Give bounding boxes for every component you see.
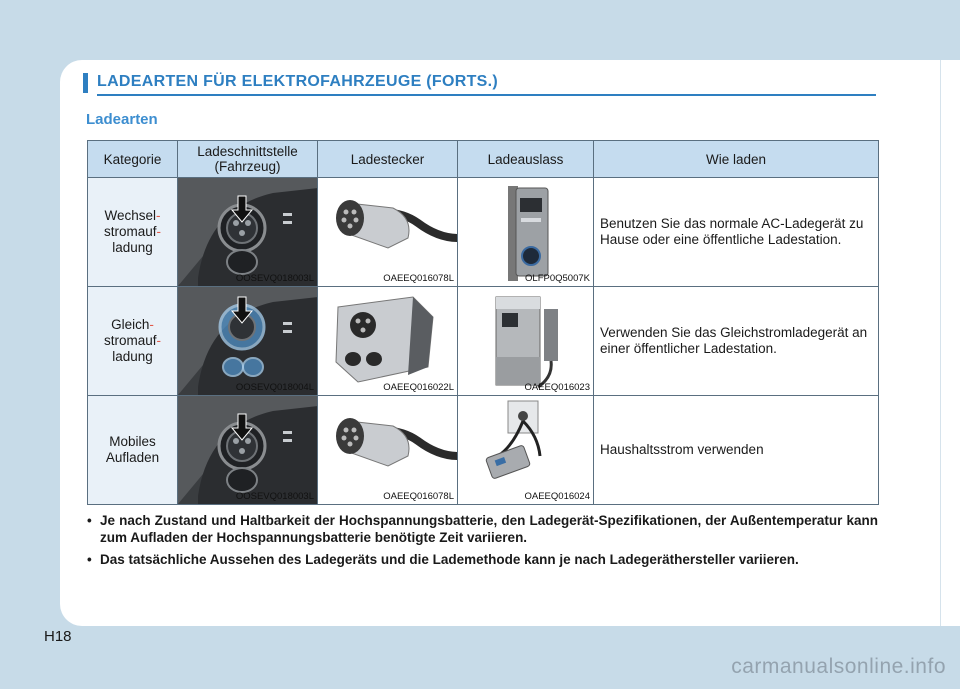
- vehicle-port-photo: [178, 287, 317, 395]
- table-row: [88, 178, 879, 287]
- section-header-rule: [97, 94, 876, 96]
- table-row: [88, 396, 879, 505]
- table-row: [88, 287, 879, 396]
- plug-image-cell: [318, 178, 458, 287]
- image-code: OAEEQ016078L: [383, 273, 454, 284]
- vehicle-port-image-cell: [178, 178, 318, 287]
- category-hyphen: -: [156, 224, 162, 239]
- list-item: • Das tatsächliche Aussehen des Ladegeräts und die Lademethode kann je nach Ladegeräthersteller variieren.: [87, 551, 878, 568]
- vehicle-port-image-cell: [178, 396, 318, 505]
- category-cell: [88, 396, 178, 505]
- page-number: H18: [44, 628, 72, 645]
- notes-list: [87, 512, 878, 573]
- plug-image-cell: [318, 287, 458, 396]
- ac-plug-photo: [318, 178, 457, 286]
- header-outlet: Ladeauslass: [458, 141, 594, 178]
- category-cell: [88, 287, 178, 396]
- category-text: Aufladen: [105, 450, 160, 465]
- header-category: Kategorie: [88, 141, 178, 178]
- outlet-image-cell: [458, 178, 594, 287]
- section-header-bar: [83, 73, 88, 93]
- image-code: OOSEVQ018003L: [235, 491, 314, 502]
- outlet-image-cell: [458, 396, 594, 505]
- header-interface: Ladeschnittstelle (Fahrzeug): [178, 141, 318, 178]
- page-edge-band: [940, 60, 960, 626]
- outlet-image-cell: [458, 287, 594, 396]
- header-plug: Ladestecker: [318, 141, 458, 178]
- category-text: stromauf: [103, 333, 157, 348]
- category-text: Gleich: [111, 317, 150, 332]
- list-item: • Je nach Zustand und Haltbarkeit der Hochspannungsbatterie, den Ladegerät-Spezifikationen, der Außentemperatur kann zum Aufladen der Hochspannungsbatterie benötigte Zeit variieren.: [87, 512, 878, 546]
- image-code: OAEEQ016024: [524, 491, 590, 502]
- how-to-charge-cell: Verwenden Sie das Gleichstromladegerät an einer öffentlicher Ladestation.: [594, 287, 879, 396]
- plug-image-cell: [318, 396, 458, 505]
- portable-charger-photo: [458, 396, 593, 504]
- image-code: OAEEQ016078L: [383, 491, 454, 502]
- vehicle-port-photo: [178, 396, 317, 504]
- image-code: OLFP0Q5007K: [525, 273, 590, 284]
- section-header: [83, 70, 876, 96]
- header-how: Wie laden: [594, 141, 879, 178]
- category-text: Wechsel: [104, 208, 157, 223]
- image-code: OOSEVQ018003L: [235, 273, 314, 284]
- image-code: OOSEVQ018004L: [235, 382, 314, 393]
- category-text: ladung: [112, 240, 153, 255]
- charging-types-table: [87, 140, 879, 505]
- section-title: LADEARTEN FÜR ELEKTROFAHRZEUGE (FORTS.): [97, 73, 499, 90]
- category-hyphen: -: [156, 333, 162, 348]
- dc-plug-photo: [318, 287, 457, 395]
- vehicle-port-image-cell: [178, 287, 318, 396]
- ac-plug-photo: [318, 396, 457, 504]
- watermark: carmanualsonline.info: [731, 655, 946, 678]
- category-text: Mobiles: [109, 434, 156, 449]
- category-hyphen: -: [149, 317, 154, 332]
- ac-charging-station-photo: [458, 178, 593, 286]
- how-to-charge-cell: Haushaltsstrom verwenden: [594, 396, 879, 505]
- vehicle-port-photo: [178, 178, 317, 286]
- image-code: OAEEQ016022L: [383, 382, 454, 393]
- category-text: stromauf: [103, 224, 157, 239]
- dc-charging-station-photo: [458, 287, 593, 395]
- category-text: ladung: [112, 349, 153, 364]
- category-hyphen: -: [156, 208, 161, 223]
- table-header-row: [88, 141, 879, 178]
- category-cell: [88, 178, 178, 287]
- how-to-charge-cell: Benutzen Sie das normale AC-Ladegerät zu Hause oder eine öffentliche Ladestation.: [594, 178, 879, 287]
- subtitle: Ladearten: [86, 111, 158, 128]
- image-code: OAEEQ016023: [524, 382, 590, 393]
